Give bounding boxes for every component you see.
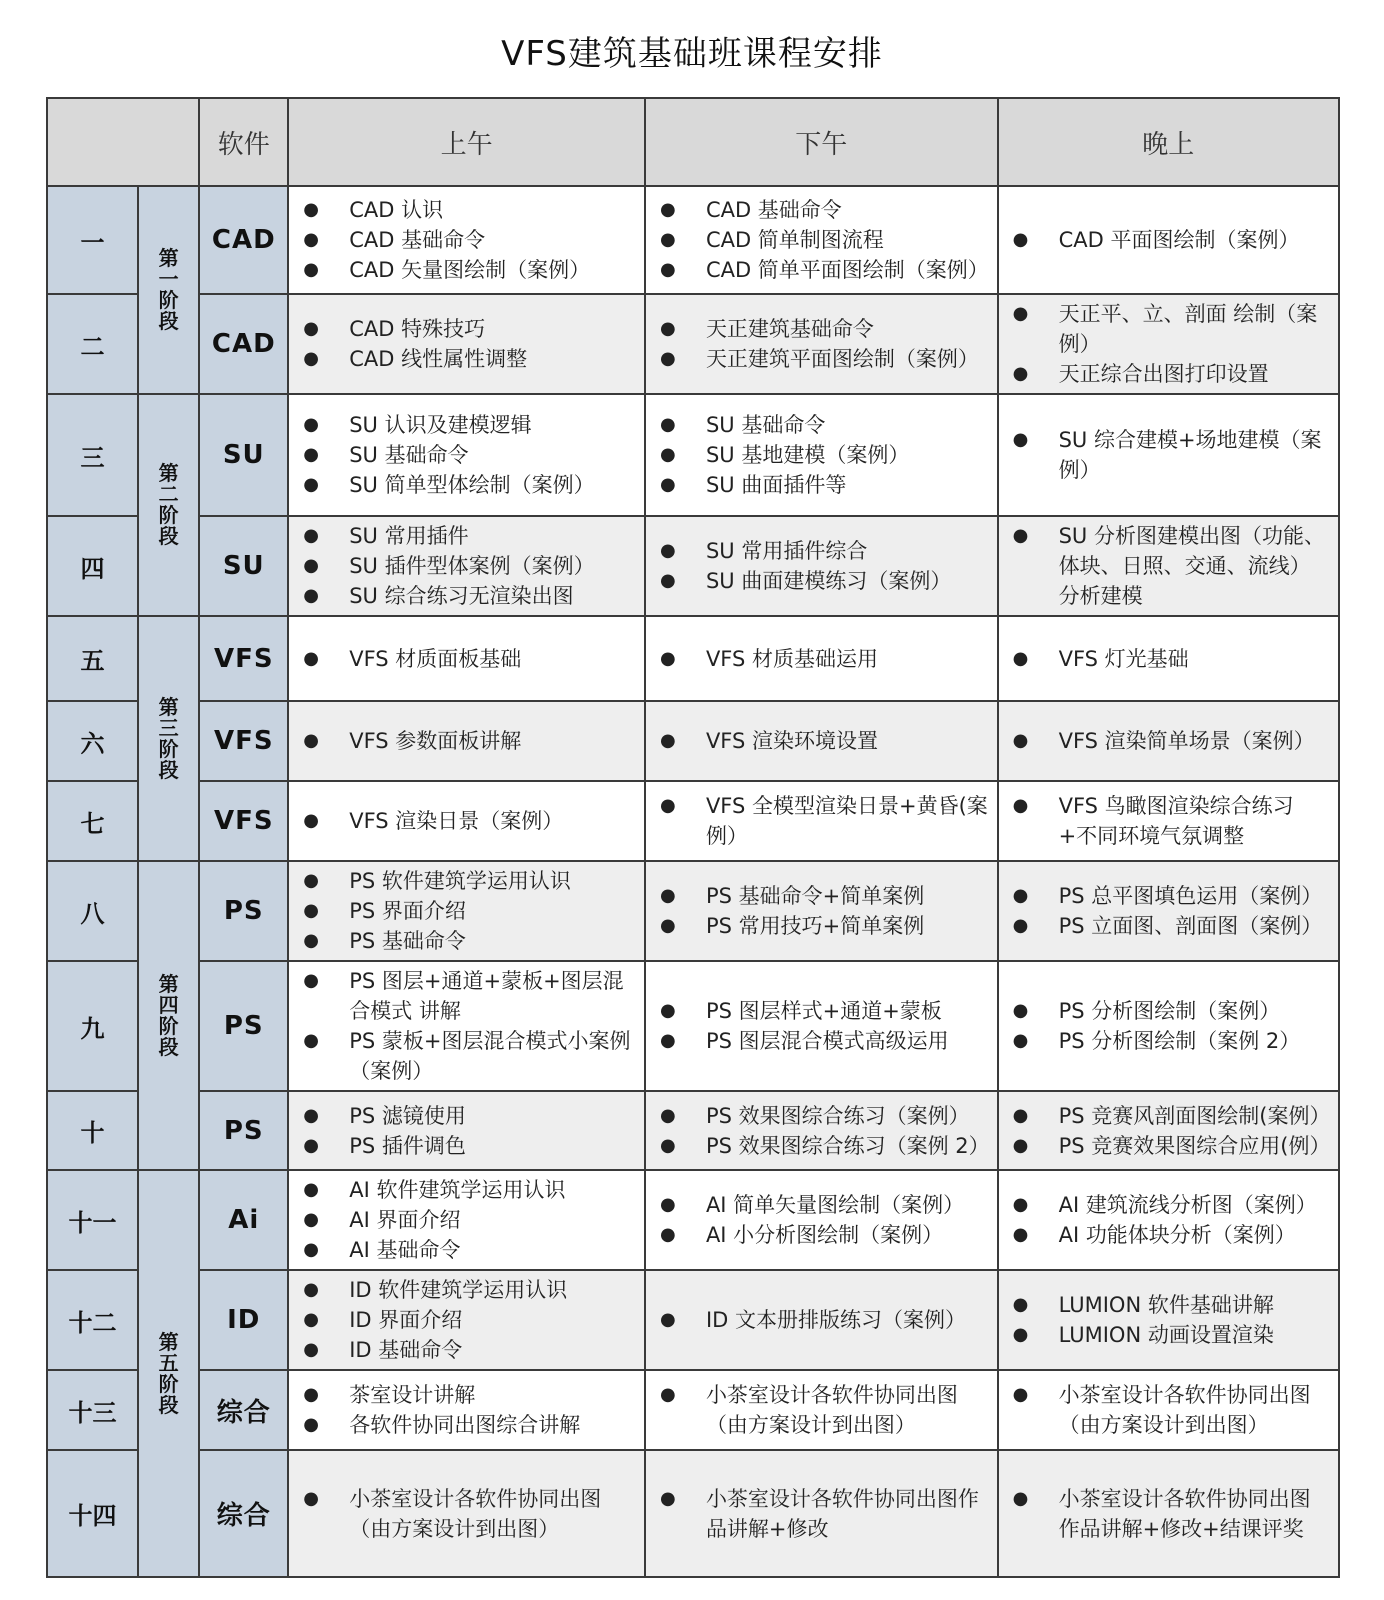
list-item: ● CAD 简单制图流程 — [656, 225, 989, 255]
list-item: ● SU 基地建模（案例） — [656, 440, 989, 470]
table-row — [47, 1370, 1339, 1450]
list-item: ● AI 简单矢量图绘制（案例） — [656, 1190, 989, 1220]
day-number: 三 — [47, 394, 138, 516]
list-item: ● CAD 认识 — [299, 195, 636, 225]
afternoon-list — [656, 536, 989, 596]
list-item: ● CAD 矢量图绘制（案例） — [299, 255, 636, 285]
list-item: ● PS 效果图综合练习（案例） — [656, 1101, 989, 1131]
list-item: ● SU 认识及建模逻辑 — [299, 410, 636, 440]
afternoon-cell — [645, 516, 998, 616]
morning-list — [299, 806, 636, 836]
evening-list — [1009, 996, 1330, 1056]
list-item: ● PS 蒙板+图层混合模式小案例（案例） — [299, 1026, 636, 1086]
list-item: ● PS 竞赛风剖面图绘制(案例） — [1009, 1101, 1330, 1131]
list-item: ● LUMION 软件基础讲解 — [1009, 1290, 1330, 1320]
software-name: ID — [199, 1270, 288, 1370]
morning-list — [299, 866, 636, 956]
evening-list — [1009, 1484, 1330, 1544]
list-item: ● PS 插件调色 — [299, 1131, 636, 1161]
software-name: PS — [199, 1091, 288, 1170]
morning-list — [299, 1275, 636, 1365]
afternoon-list — [656, 314, 989, 374]
list-item: ● PS 图层+通道+蒙板+图层混合模式 讲解 — [299, 966, 636, 1026]
afternoon-list — [656, 1101, 989, 1161]
evening-cell — [998, 294, 1339, 394]
evening-list — [1009, 1101, 1330, 1161]
day-number: 九 — [47, 961, 138, 1091]
list-item: ● 小茶室设计各软件协同出图（由方案设计到出图） — [1009, 1380, 1330, 1440]
schedule-table — [46, 97, 1340, 1578]
list-item: ● LUMION 动画设置渲染 — [1009, 1320, 1330, 1350]
list-item: ● PS 分析图绘制（案例 2） — [1009, 1026, 1330, 1056]
afternoon-cell — [645, 1091, 998, 1170]
evening-list — [1009, 1290, 1330, 1350]
evening-cell — [998, 781, 1339, 861]
day-number: 十 — [47, 1091, 138, 1170]
table-row — [47, 1270, 1339, 1370]
morning-cell — [288, 701, 645, 781]
list-item: ● VFS 材质面板基础 — [299, 644, 636, 674]
evening-cell — [998, 186, 1339, 294]
list-item: ● SU 简单型体绘制（案例） — [299, 470, 636, 500]
list-item: ● SU 基础命令 — [656, 410, 989, 440]
table-row — [47, 516, 1339, 616]
day-number: 七 — [47, 781, 138, 861]
morning-list — [299, 966, 636, 1086]
day-number: 十二 — [47, 1270, 138, 1370]
afternoon-cell — [645, 781, 998, 861]
morning-cell — [288, 516, 645, 616]
software-name: 综合 — [199, 1370, 288, 1450]
list-item: ● VFS 灯光基础 — [1009, 644, 1330, 674]
list-item: ● ID 软件建筑学运用认识 — [299, 1275, 636, 1305]
day-number: 六 — [47, 701, 138, 781]
list-item: ● PS 分析图绘制（案例） — [1009, 996, 1330, 1026]
evening-cell — [998, 616, 1339, 701]
evening-cell — [998, 516, 1339, 616]
afternoon-cell — [645, 1370, 998, 1450]
stage-label: 第 三 阶 段 — [138, 616, 199, 861]
evening-cell — [998, 961, 1339, 1091]
afternoon-list — [656, 1484, 989, 1544]
list-item: ● PS 界面介绍 — [299, 896, 636, 926]
software-name: CAD — [199, 294, 288, 394]
list-item: ● AI 基础命令 — [299, 1235, 636, 1265]
header-row — [47, 98, 1339, 186]
stage-label: 第 一 阶 段 — [138, 186, 199, 394]
list-item: ● VFS 渲染日景（案例） — [299, 806, 636, 836]
header-afternoon: 下午 — [645, 98, 998, 186]
list-item: ● SU 综合建模+场地建模（案例） — [1009, 425, 1330, 485]
morning-list — [299, 1484, 636, 1544]
list-item: ● 小茶室设计各软件协同出图（由方案设计到出图） — [299, 1484, 636, 1544]
evening-list — [1009, 521, 1330, 611]
list-item: ● PS 基础命令 — [299, 926, 636, 956]
evening-list — [1009, 225, 1330, 255]
morning-cell — [288, 861, 645, 961]
list-item: ● PS 图层样式+通道+蒙板 — [656, 996, 989, 1026]
table-row — [47, 1170, 1339, 1270]
morning-list — [299, 314, 636, 374]
list-item: ● AI 界面介绍 — [299, 1205, 636, 1235]
list-item: ● VFS 渲染环境设置 — [656, 726, 989, 756]
stage-label: 第 二 阶 段 — [138, 394, 199, 616]
day-number: 五 — [47, 616, 138, 701]
evening-list — [1009, 644, 1330, 674]
table-row — [47, 781, 1339, 861]
page-title: VFS建筑基础班课程安排 — [501, 34, 883, 74]
software-name: SU — [199, 516, 288, 616]
morning-cell — [288, 1170, 645, 1270]
morning-cell — [288, 1270, 645, 1370]
morning-list — [299, 410, 636, 500]
morning-list — [299, 1101, 636, 1161]
list-item: ● 天正综合出图打印设置 — [1009, 359, 1330, 389]
morning-cell — [288, 616, 645, 701]
afternoon-list — [656, 195, 989, 285]
list-item: ● SU 基础命令 — [299, 440, 636, 470]
day-number: 四 — [47, 516, 138, 616]
afternoon-cell — [645, 616, 998, 701]
header-morning: 上午 — [288, 98, 645, 186]
list-item: ● SU 曲面建模练习（案例） — [656, 566, 989, 596]
evening-list — [1009, 881, 1330, 941]
list-item: ● 天正建筑平面图绘制（案例） — [656, 344, 989, 374]
software-name: VFS — [199, 781, 288, 861]
morning-cell — [288, 294, 645, 394]
table-row — [47, 961, 1339, 1091]
afternoon-list — [656, 644, 989, 674]
morning-cell — [288, 781, 645, 861]
schedule-body — [47, 186, 1339, 1577]
list-item: ● PS 滤镜使用 — [299, 1101, 636, 1131]
list-item: ● 各软件协同出图综合讲解 — [299, 1410, 636, 1440]
evening-cell — [998, 701, 1339, 781]
afternoon-cell — [645, 294, 998, 394]
day-number: 十四 — [47, 1450, 138, 1577]
morning-cell — [288, 186, 645, 294]
afternoon-list — [656, 881, 989, 941]
list-item: ● SU 常用插件 — [299, 521, 636, 551]
afternoon-list — [656, 1380, 989, 1440]
list-item: ● 天正平、立、剖面 绘制（案例） — [1009, 299, 1330, 359]
list-item: ● 天正建筑基础命令 — [656, 314, 989, 344]
afternoon-list — [656, 996, 989, 1056]
afternoon-cell — [645, 1450, 998, 1577]
evening-cell — [998, 394, 1339, 516]
list-item: ● CAD 简单平面图绘制（案例） — [656, 255, 989, 285]
morning-cell — [288, 961, 645, 1091]
morning-cell — [288, 1450, 645, 1577]
software-name: VFS — [199, 701, 288, 781]
day-number: 二 — [47, 294, 138, 394]
evening-cell — [998, 1370, 1339, 1450]
evening-list — [1009, 1380, 1330, 1440]
corner-cell — [47, 98, 199, 186]
list-item: ● VFS 参数面板讲解 — [299, 726, 636, 756]
afternoon-cell — [645, 961, 998, 1091]
header-software: 软件 — [199, 98, 288, 186]
list-item: ● PS 竞赛效果图综合应用(例） — [1009, 1131, 1330, 1161]
afternoon-cell — [645, 186, 998, 294]
list-item: ● 小茶室设计各软件协同出图（由方案设计到出图） — [656, 1380, 989, 1440]
list-item: ● SU 插件型体案例（案例） — [299, 551, 636, 581]
evening-list — [1009, 791, 1330, 851]
stage-label: 第 五 阶 段 — [138, 1170, 199, 1577]
table-row — [47, 701, 1339, 781]
evening-cell — [998, 1091, 1339, 1170]
stage-label: 第 四 阶 段 — [138, 861, 199, 1170]
evening-list — [1009, 726, 1330, 756]
evening-cell — [998, 861, 1339, 961]
software-name: SU — [199, 394, 288, 516]
table-row — [47, 294, 1339, 394]
list-item: ● VFS 渲染简单场景（案例） — [1009, 726, 1330, 756]
table-row — [47, 1091, 1339, 1170]
list-item: ● AI 软件建筑学运用认识 — [299, 1175, 636, 1205]
header-evening: 晚上 — [998, 98, 1339, 186]
list-item: ● PS 总平图填色运用（案例） — [1009, 881, 1330, 911]
day-number: 一 — [47, 186, 138, 294]
evening-cell — [998, 1170, 1339, 1270]
morning-cell — [288, 1370, 645, 1450]
list-item: ● CAD 特殊技巧 — [299, 314, 636, 344]
table-row — [47, 186, 1339, 294]
morning-list — [299, 726, 636, 756]
afternoon-list — [656, 791, 989, 851]
list-item: ● CAD 基础命令 — [656, 195, 989, 225]
afternoon-cell — [645, 701, 998, 781]
list-item: ● ID 文本册排版练习（案例） — [656, 1305, 989, 1335]
afternoon-list — [656, 1305, 989, 1335]
evening-list — [1009, 425, 1330, 485]
morning-list — [299, 644, 636, 674]
list-item: ● VFS 材质基础运用 — [656, 644, 989, 674]
software-name: VFS — [199, 616, 288, 701]
list-item: ● VFS 鸟瞰图渲染综合练习+不同环境气氛调整 — [1009, 791, 1330, 851]
list-item: ● AI 小分析图绘制（案例） — [656, 1220, 989, 1250]
table-row — [47, 1450, 1339, 1577]
software-name: Ai — [199, 1170, 288, 1270]
table-row — [47, 616, 1339, 701]
evening-cell — [998, 1450, 1339, 1577]
afternoon-cell — [645, 394, 998, 516]
list-item: ● PS 图层混合模式高级运用 — [656, 1026, 989, 1056]
list-item: ● PS 基础命令+简单案例 — [656, 881, 989, 911]
list-item: ● 小茶室设计各软件协同出图作品讲解+修改+结课评奖 — [1009, 1484, 1330, 1544]
day-number: 八 — [47, 861, 138, 961]
list-item: ● SU 常用插件综合 — [656, 536, 989, 566]
list-item: ● VFS 全模型渲染日景+黄昏(案例） — [656, 791, 989, 851]
list-item: ● 小茶室设计各软件协同出图作品讲解+修改 — [656, 1484, 989, 1544]
morning-list — [299, 1380, 636, 1440]
list-item: ● PS 常用技巧+简单案例 — [656, 911, 989, 941]
list-item: ● PS 效果图综合练习（案例 2） — [656, 1131, 989, 1161]
afternoon-cell — [645, 1270, 998, 1370]
list-item: ● CAD 线性属性调整 — [299, 344, 636, 374]
list-item: ● PS 软件建筑学运用认识 — [299, 866, 636, 896]
evening-list — [1009, 1190, 1330, 1250]
table-row — [47, 861, 1339, 961]
list-item: ● AI 功能体块分析（案例） — [1009, 1220, 1330, 1250]
list-item: ● CAD 基础命令 — [299, 225, 636, 255]
afternoon-list — [656, 726, 989, 756]
afternoon-list — [656, 1190, 989, 1250]
table-row — [47, 394, 1339, 516]
morning-list — [299, 195, 636, 285]
list-item: ● AI 建筑流线分析图（案例） — [1009, 1190, 1330, 1220]
evening-cell — [998, 1270, 1339, 1370]
afternoon-cell — [645, 861, 998, 961]
list-item: ● 茶室设计讲解 — [299, 1380, 636, 1410]
software-name: 综合 — [199, 1450, 288, 1577]
morning-cell — [288, 394, 645, 516]
list-item: ● SU 曲面插件等 — [656, 470, 989, 500]
morning-list — [299, 521, 636, 611]
day-number: 十一 — [47, 1170, 138, 1270]
morning-cell — [288, 1091, 645, 1170]
list-item: ● ID 基础命令 — [299, 1335, 636, 1365]
list-item: ● SU 综合练习无渲染出图 — [299, 581, 636, 611]
software-name: PS — [199, 961, 288, 1091]
morning-list — [299, 1175, 636, 1265]
day-number: 十三 — [47, 1370, 138, 1450]
list-item: ● SU 分析图建模出图（功能、体块、日照、交通、流线）分析建模 — [1009, 521, 1330, 611]
afternoon-list — [656, 410, 989, 500]
evening-list — [1009, 299, 1330, 389]
list-item: ● CAD 平面图绘制（案例） — [1009, 225, 1330, 255]
list-item: ● ID 界面介绍 — [299, 1305, 636, 1335]
software-name: PS — [199, 861, 288, 961]
list-item: ● PS 立面图、剖面图（案例） — [1009, 911, 1330, 941]
afternoon-cell — [645, 1170, 998, 1270]
software-name: CAD — [199, 186, 288, 294]
